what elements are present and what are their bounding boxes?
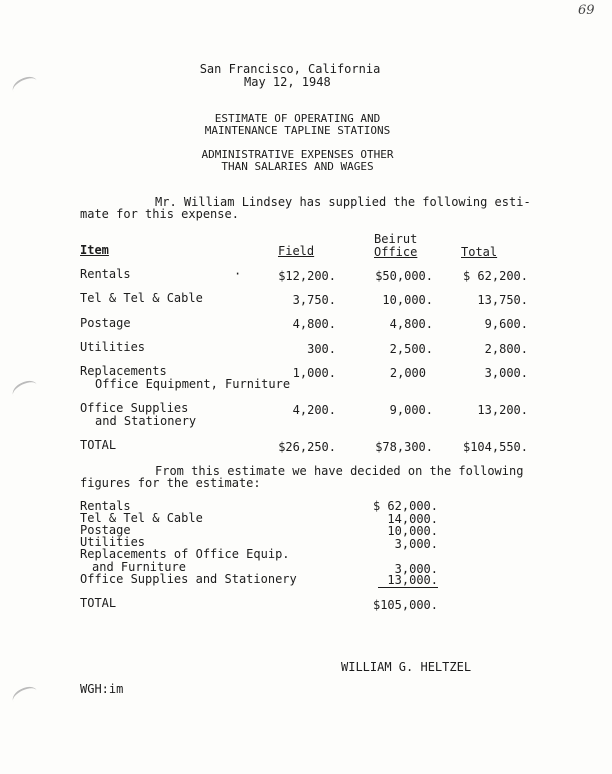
header-city: San Francisco, California <box>199 62 381 76</box>
initials: WGH:im <box>80 682 124 696</box>
row-item: Postage <box>80 316 131 330</box>
row-item: Office Supplies <box>80 401 189 415</box>
subtitle-line-1: ADMINISTRATIVE EXPENSES OTHER <box>201 148 394 161</box>
estimate-total-label: TOTAL <box>80 596 117 610</box>
punch-mark-bottom <box>10 683 40 708</box>
row-beirut: $50,000. <box>375 269 433 283</box>
row-total: 9,600. <box>484 317 528 331</box>
row-field: 3,750. <box>292 293 336 307</box>
decision-line-1: From this estimate we have decided on the following <box>155 464 524 478</box>
row-item-line-2: Office Equipment, Furniture <box>95 377 291 391</box>
row-field: 300. <box>307 342 336 356</box>
estimate-value: 10,000. <box>387 524 438 538</box>
total-field: $26,250. <box>278 440 336 454</box>
estimate-label: Office Supplies and Stationery <box>80 572 297 586</box>
row-field: 4,200. <box>292 403 336 417</box>
row-total: $ 62,200. <box>462 269 528 283</box>
row-item: Utilities <box>80 340 146 354</box>
header-beirut-line-1: Beirut <box>374 232 418 246</box>
header-item: Item <box>80 243 109 257</box>
estimate-label: Utilities <box>80 535 146 549</box>
estimate-value: 13,000. <box>378 574 438 588</box>
estimate-value: $ 62,000. <box>372 499 438 513</box>
total-total: $104,550. <box>462 440 528 454</box>
estimate-value: 3,000. <box>394 537 438 551</box>
row-beirut: 10,000. <box>382 293 433 307</box>
header-beirut-line-2: Office <box>374 245 418 259</box>
row-total: 3,000. <box>484 366 528 380</box>
row-total: 13,200. <box>477 403 528 417</box>
total-label: TOTAL <box>80 438 117 452</box>
row-beirut: 9,000. <box>389 403 433 417</box>
row-total: 2,800. <box>484 342 528 356</box>
row-field: 4,800. <box>292 317 336 331</box>
subtitle-line-2: THAN SALARIES AND WAGES <box>221 160 374 173</box>
row-total: 13,750. <box>477 293 528 307</box>
row-item: Replacements <box>80 364 167 378</box>
estimate-label: Replacements of Office Equip. <box>80 547 290 561</box>
row-item-line-2: and Stationery <box>95 414 197 428</box>
signature: WILLIAM G. HELTZEL <box>341 660 472 674</box>
row-mark: · <box>234 267 242 281</box>
header-total: Total <box>461 245 498 259</box>
page-number: 69 <box>578 3 595 18</box>
row-field: 1,000. <box>292 366 336 380</box>
title-line-2: MAINTENANCE TAPLINE STATIONS <box>204 124 391 137</box>
estimate-label: Rentals <box>80 499 131 513</box>
title-line-1: ESTIMATE OF OPERATING AND <box>214 112 381 125</box>
row-beirut: 2,000 <box>389 366 426 380</box>
estimate-value: 3,000. <box>394 562 438 576</box>
estimate-value: 14,000. <box>387 512 438 526</box>
row-item: Rentals <box>80 267 131 281</box>
row-field: $12,200. <box>278 269 336 283</box>
header-field: Field <box>278 244 315 258</box>
estimate-total-value: $105,000. <box>372 598 438 612</box>
decision-line-2: figures for the estimate: <box>80 476 261 490</box>
intro-line-2: mate for this expense. <box>80 207 239 221</box>
punch-mark-top <box>10 73 40 98</box>
intro-line-1: Mr. William Lindsey has supplied the following esti- <box>155 195 531 209</box>
header-date: May 12, 1948 <box>244 75 331 89</box>
row-beirut: 4,800. <box>389 317 433 331</box>
row-item: Tel & Tel & Cable <box>80 291 203 305</box>
row-beirut: 2,500. <box>389 342 433 356</box>
estimate-label-line-2: and Furniture <box>92 560 186 574</box>
estimate-label: Postage <box>80 523 131 537</box>
total-beirut: $78,300. <box>375 440 433 454</box>
punch-mark-middle <box>10 377 40 402</box>
estimate-label: Tel & Tel & Cable <box>80 511 203 525</box>
